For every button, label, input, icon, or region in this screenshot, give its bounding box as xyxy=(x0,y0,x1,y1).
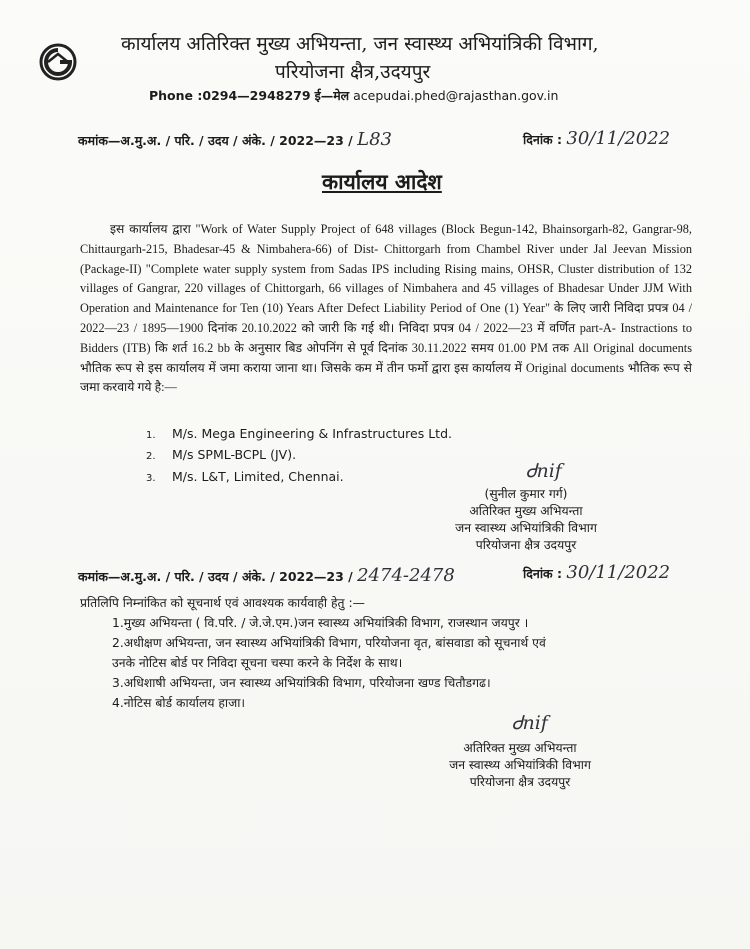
date-block-2 xyxy=(523,562,670,583)
copy-list-item: 2.अधीक्षण अभियन्ता, जन स्वास्थ्य अभियांत्रिकी विभाग, परियोजना वृत, बांसवाडा को सूचनार्थ एवं xyxy=(112,636,546,650)
bidder-item: 3. M/s. L&T, Limited, Chennai. xyxy=(146,469,344,484)
signatory-designation: अतिरिक्त मुख्य अभियन्ता xyxy=(463,741,577,755)
signatory-department: जन स्वास्थ्य अभियांत्रिकी विभाग xyxy=(455,521,597,535)
signatory-name: (सुनील कुमार गर्ग) xyxy=(484,487,568,501)
document-title: कार्यालय आदेश xyxy=(322,169,442,194)
office-title: कार्यालय अतिरिक्त मुख्य अभियन्ता, जन स्वास्थ्य अभियांत्रिकी विभाग, xyxy=(121,33,599,55)
contact-line xyxy=(149,87,558,104)
copy-list-item: 3.अधिशाषी अभियन्ता, जन स्वास्थ्य अभियांत्रिकी विभाग, परियोजना खण्ड चितौडगढ। xyxy=(112,676,491,690)
reference-label: कमांक—अ.मु.अ. / परि. / उदय / अंके. / 2022—23 / xyxy=(78,133,353,148)
reference-number-2 xyxy=(78,565,455,586)
copy-list-item: 1.मुख्य अभियन्ता ( वि.परि. / जे.जे.एम.)जन स्वास्थ्य अभियांत्रिकी विभाग, राजस्थान जयपुर । xyxy=(112,616,529,630)
reference-handwritten-number: 2474-2478 xyxy=(357,565,455,586)
email-address: acepudai.phed@rajasthan.gov.in xyxy=(353,88,559,103)
reference-label: कमांक—अ.मु.अ. / परि. / उदय / अंके. / 2022—23 / xyxy=(78,569,353,584)
signatory-office: परियोजना क्षैत्र उदयपुर xyxy=(475,538,577,552)
date-block-1 xyxy=(523,128,670,149)
handwritten-date: 30/11/2022 xyxy=(566,128,671,149)
copy-list-item: उनके नोटिस बोर्ड पर निविदा सूचना चस्पा करने के निर्देश के साथ। xyxy=(112,656,403,670)
signature-initials-2: Ꮷnif xyxy=(512,712,548,734)
office-location: परियोजना क्षैत्र,उदयपुर xyxy=(275,61,431,83)
reference-handwritten-number: L83 xyxy=(357,129,392,150)
signature-block-1 xyxy=(446,486,606,554)
bidder-item: 1. M/s. Mega Engineering & Infrastructures Ltd. xyxy=(146,426,452,441)
phone-number: 0294—2948279 xyxy=(202,88,311,103)
signatory-department: जन स्वास्थ्य अभियांत्रिकी विभाग xyxy=(449,758,591,772)
signature-initials-1: Ꮷnif xyxy=(526,460,562,482)
signatory-office: परियोजना क्षैत्र उदयपुर xyxy=(469,775,571,789)
date-label: दिनांक : xyxy=(523,566,563,581)
copy-list-item: 4.नोटिस बोर्ड कार्यालय हाजा। xyxy=(112,696,246,710)
phone-label: Phone : xyxy=(149,88,203,103)
handwritten-date: 30/11/2022 xyxy=(566,562,671,583)
signatory-designation: अतिरिक्त मुख्य अभियन्ता xyxy=(469,504,583,518)
reference-number-1 xyxy=(78,129,392,150)
order-body-text: इस कार्यालय द्वारा "Work of Water Supply Project of 648 villages (Block Begun-142, Bhainsorgarh-82, Gangrar-98, Chittaurgarh-215, Bhadesar-45 & Nimbahera-66) of Dist- Chittorgarh from Chambel River under Jal Jeevan Mission (Package-II) "Complete water supply system from Sadas IPS including Rising mains, OHSR, Cluster distribution of 132 villages of Gangrar, 220 villages of Chittorgarh, 66 villages of Nimbahera and 45 villages of Bhadesar Under JJM With Operation and Maintenance for Ten (10) Years After Defect Liability Period of One (1) Year" के लिए जारी निविदा प्रपत्र 04 / 2022—23 / 1895—1900 दिनांक 20.10.2022 को जारी कि गई थी। निविदा प्रपत्र 04 / 2022—23 में वर्णित part-A- Instractions to Bidders (ITB) कि शर्त 16.2 bb के अनुसार बिड ओपनिंग से पूर्व दिनांक 30.11.2022 समय 01.00 PM तक All Original documents भौतिक रूप से इस कार्यालय में जमा कराया जाना था। जिसके कम में तीन फर्मो द्वारा इस कार्यालय में Original documents भौतिक रूप से जमा करवाये गये है:— xyxy=(80,222,692,395)
copy-intro: प्रतिलिपि निम्नांकित को सूचनार्थ एवं आवश्यक कार्यवाही हेतु :— xyxy=(80,596,365,610)
email-label: ई—मेल xyxy=(314,88,350,103)
bidder-item: 2. M/s SPML-BCPL (JV). xyxy=(146,447,297,462)
date-label: दिनांक : xyxy=(523,132,563,147)
department-logo-icon xyxy=(38,42,78,82)
signature-block-2 xyxy=(440,740,600,791)
